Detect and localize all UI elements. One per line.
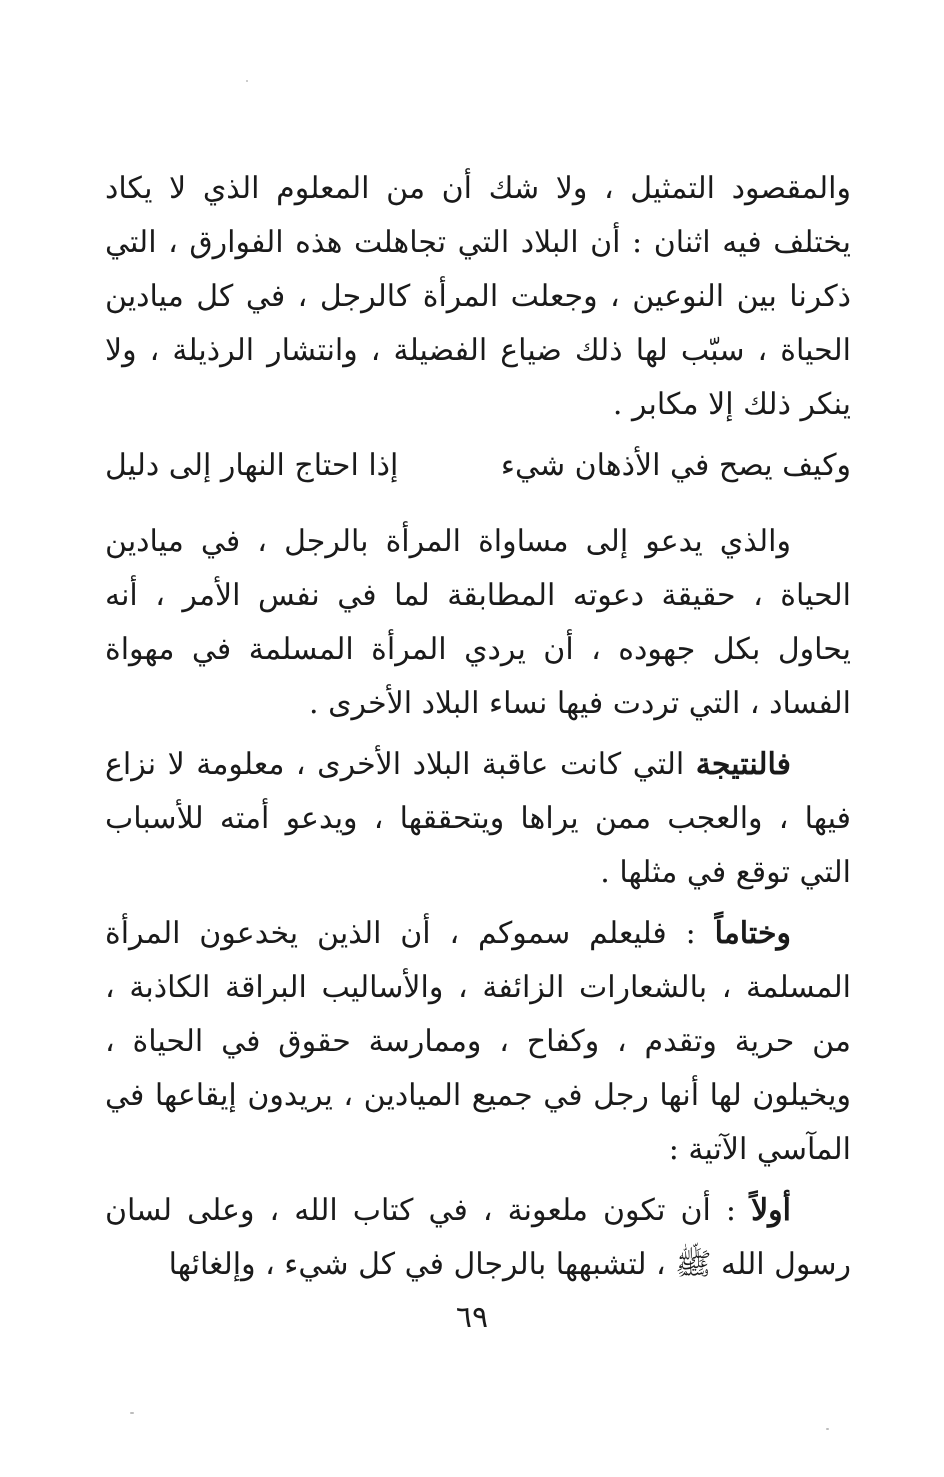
page-number: ٦٩ (455, 1300, 489, 1335)
scan-speck (246, 80, 248, 82)
paragraph-2 (105, 515, 851, 731)
paragraph-text: التي كانت عاقبة البلاد الأخرى ، معلومة لا نزاع فيها ، والعجب ممن يراها ويتحققها ، ويدعو أمته للأسباب التي توقع في مثلها . (105, 747, 851, 890)
scan-speck (130, 1412, 134, 1414)
paragraph-lead: أولاً (751, 1193, 791, 1228)
scan-speck (826, 1428, 829, 1430)
paragraph-text: والمقصود التمثيل ، ولا شك أن من المعلوم الذي لا يكاد يختلف فيه اثنان : أن البلاد التي تجاهلت هذه الفوارق ، التي ذكرنا بين النوعين ، وجعلت المرأة كالرجل ، في كل ميادين الحياة ، سبّب لها ذلك ضياع الفضيلة ، وانتشار الرذيلة ، ولا ينكر ذلك إلا مكابر . (105, 171, 851, 422)
page-body (105, 162, 851, 1299)
paragraph-lead: وختاماً (714, 916, 791, 951)
paragraph-text: والذي يدعو إلى مساواة المرأة بالرجل ، في ميادين الحياة ، حقيقة دعوته المطابقة لما في نفس الأمر ، أنه يحاول بكل جهوده ، أن يردي المرأة المسلمة في مهواة الفساد ، التي تردت فيها نساء البلاد الأخرى . (105, 524, 851, 721)
verse-first-hemistich: وكيف يصح في الأذهان شيء (500, 448, 851, 483)
paragraph-text: : أن تكون ملعونة ، في كتاب الله ، وعلى لسان رسول الله ﷺ ، لتشبهها بالرجال في كل شيء ، وإلغائها (105, 1193, 851, 1282)
verse-second-hemistich: إذا احتاج النهار إلى دليل (105, 448, 399, 483)
paragraph-4 (105, 907, 851, 1177)
paragraph-1 (105, 162, 851, 432)
paragraph-5 (105, 1184, 851, 1292)
paragraph-3 (105, 738, 851, 900)
paragraph-text: : فليعلم سموكم ، أن الذين يخدعون المرأة المسلمة ، بالشعارات الزائفة ، والأساليب البراقة الكاذبة ، من حرية وتقدم ، وكفاح ، وممارسة حقوق في الحياة ، ويخيلون لها أنها رجل في جميع الميادين ، يريدون إيقاعها في المآسي الآتية : (105, 916, 851, 1167)
paragraph-lead: فالنتيجة (695, 747, 791, 782)
poetry-verse (105, 439, 851, 493)
